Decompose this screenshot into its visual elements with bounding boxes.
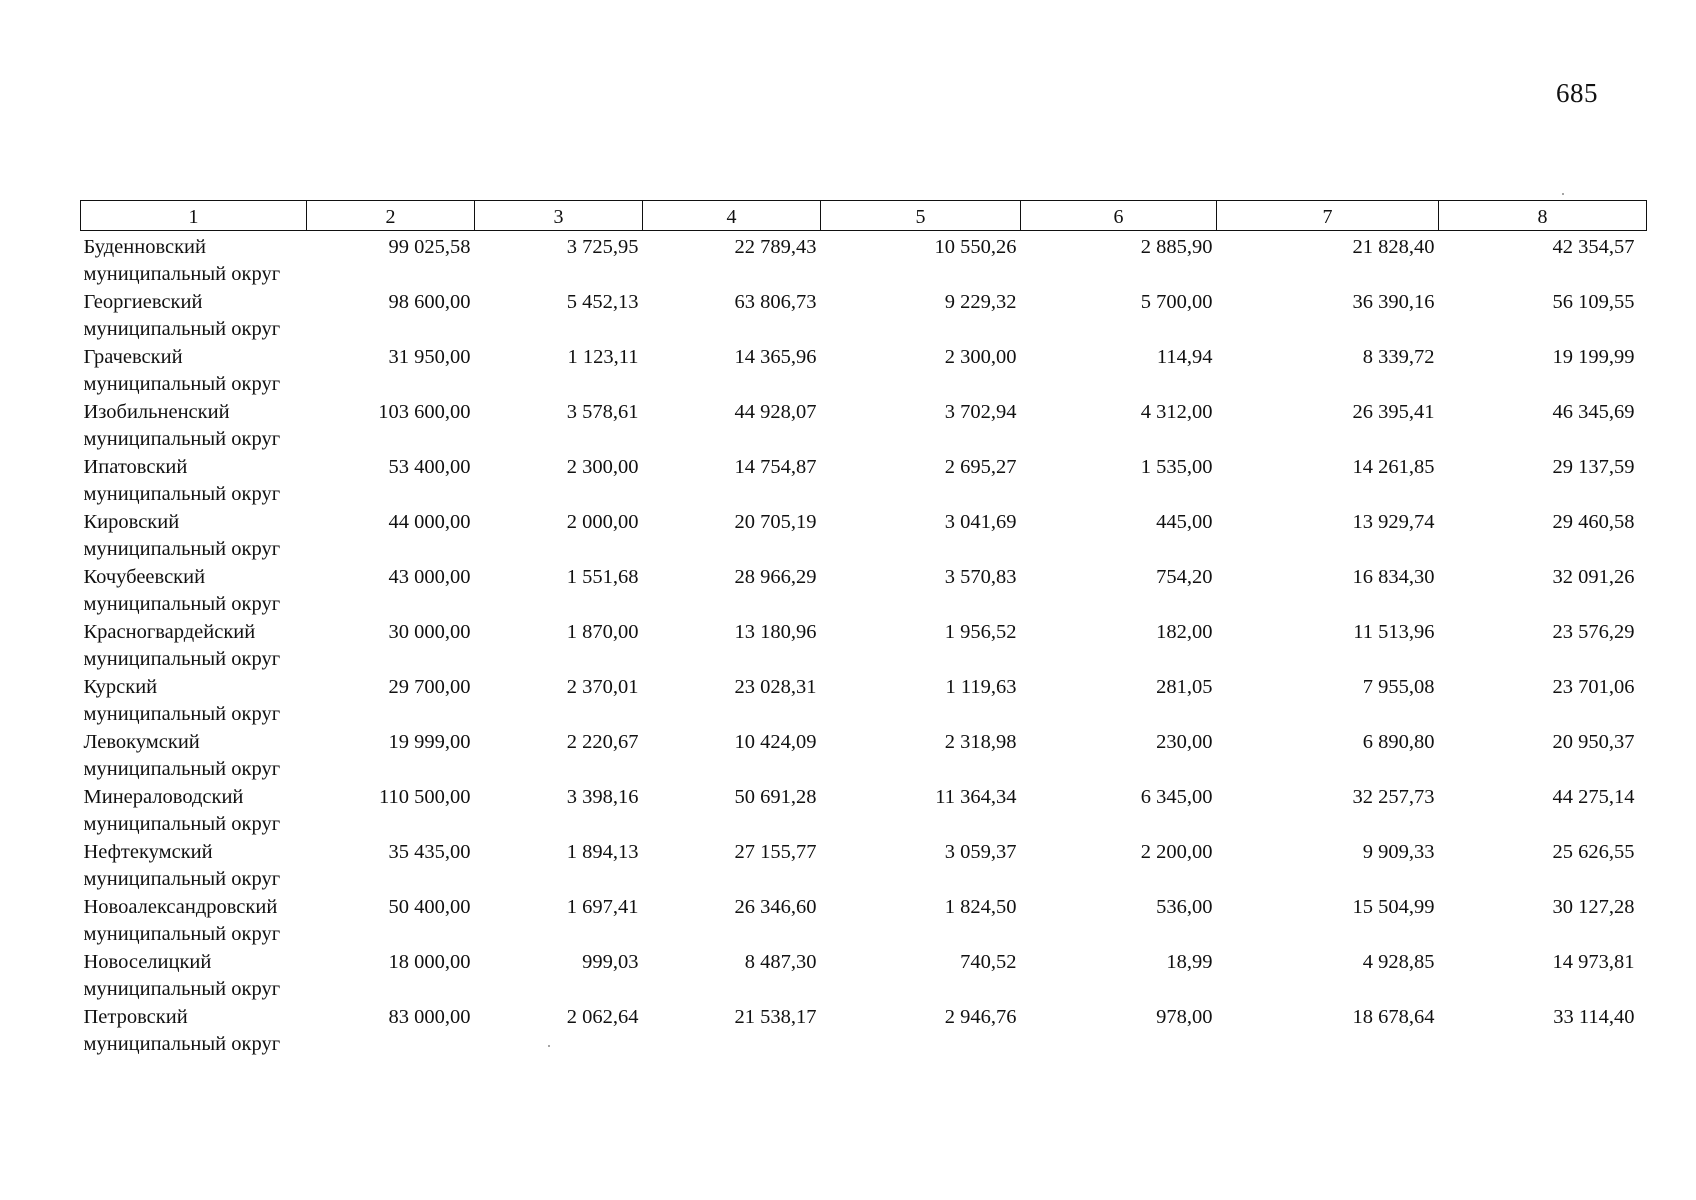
district-name-cell <box>81 344 307 399</box>
value-cell-col-3: 1 870,00 <box>566 621 639 643</box>
value-cell-col-3: 2 220,67 <box>566 731 639 753</box>
value-cell-col-5: 2 300,00 <box>944 346 1017 368</box>
district-name-cell <box>81 564 307 619</box>
value-cell-col-6: 1 535,00 <box>1140 456 1213 478</box>
value-cell-col-6: 18,99 <box>1166 951 1213 973</box>
value-cell-col-2: 19 999,00 <box>388 731 471 753</box>
column-header-7: 7 <box>1217 201 1439 231</box>
value-cell-col-4: 22 789,43 <box>734 236 817 258</box>
value-cell-col-5: 1 956,52 <box>944 621 1017 643</box>
value-cell-col-2: 83 000,00 <box>388 1006 471 1028</box>
value-cell-col-3: 2 062,64 <box>566 1006 639 1028</box>
district-type: муниципальный округ <box>83 318 281 340</box>
value-cell-col-8: 14 973,81 <box>1552 951 1635 973</box>
table-row <box>81 949 1647 1004</box>
district-name: Нефтекумский <box>83 841 213 863</box>
value-cell-col-6: 2 200,00 <box>1140 841 1213 863</box>
value-cell-col-3: 2 370,01 <box>566 676 639 698</box>
table-row <box>81 231 1647 290</box>
value-cell-col-8: 29 460,58 <box>1552 511 1635 533</box>
value-cell-col-2: 98 600,00 <box>388 291 471 313</box>
column-header-6: 6 <box>1021 201 1217 231</box>
value-cell-col-5: 2 318,98 <box>944 731 1017 753</box>
value-cell-col-6: 6 345,00 <box>1140 786 1213 808</box>
value-cell-col-5: 3 059,37 <box>944 841 1017 863</box>
value-cell-col-2: 99 025,58 <box>388 236 471 258</box>
value-cell-col-6: 5 700,00 <box>1140 291 1213 313</box>
value-cell-col-4: 21 538,17 <box>734 1006 817 1028</box>
value-cell-col-8: 23 576,29 <box>1552 621 1635 643</box>
value-cell-col-6: 536,00 <box>1156 896 1213 918</box>
value-cell-col-6: 4 312,00 <box>1140 401 1213 423</box>
value-cell-col-8: 19 199,99 <box>1552 346 1635 368</box>
table-row <box>81 1004 1647 1059</box>
value-cell-col-2: 30 000,00 <box>388 621 471 643</box>
value-cell-col-4: 20 705,19 <box>734 511 817 533</box>
table-row <box>81 674 1647 729</box>
district-name-cell <box>81 1004 307 1059</box>
table-row <box>81 784 1647 839</box>
value-cell-col-8: 46 345,69 <box>1552 401 1635 423</box>
value-cell-col-8: 30 127,28 <box>1552 896 1635 918</box>
district-name: Минераловодский <box>83 786 244 808</box>
value-cell-col-7: 13 929,74 <box>1352 511 1435 533</box>
value-cell-col-4: 44 928,07 <box>734 401 817 423</box>
value-cell-col-6: 281,05 <box>1156 676 1213 698</box>
value-cell-col-5: 2 946,76 <box>944 1006 1017 1028</box>
district-name-cell <box>81 399 307 454</box>
value-cell-col-2: 43 000,00 <box>388 566 471 588</box>
value-cell-col-2: 53 400,00 <box>388 456 471 478</box>
value-cell-col-4: 14 365,96 <box>734 346 817 368</box>
value-cell-col-4: 14 754,87 <box>734 456 817 478</box>
district-type: муниципальный округ <box>83 483 281 505</box>
value-cell-col-8: 32 091,26 <box>1552 566 1635 588</box>
value-cell-col-4: 50 691,28 <box>734 786 817 808</box>
value-cell-col-6: 230,00 <box>1156 731 1213 753</box>
value-cell-col-7: 14 261,85 <box>1352 456 1435 478</box>
value-cell-col-3: 1 894,13 <box>566 841 639 863</box>
value-cell-col-5: 740,52 <box>960 951 1017 973</box>
value-cell-col-8: 23 701,06 <box>1552 676 1635 698</box>
column-header-8: 8 <box>1439 201 1647 231</box>
value-cell-col-8: 42 354,57 <box>1552 236 1635 258</box>
value-cell-col-7: 21 828,40 <box>1352 236 1435 258</box>
district-name-cell <box>81 729 307 784</box>
column-header-2: 2 <box>307 201 475 231</box>
value-cell-col-3: 3 578,61 <box>566 401 639 423</box>
value-cell-col-4: 10 424,09 <box>734 731 817 753</box>
header-row <box>81 201 1647 231</box>
column-header-5: 5 <box>821 201 1021 231</box>
district-type: муниципальный округ <box>83 1033 281 1055</box>
district-type: муниципальный округ <box>83 813 281 835</box>
district-name: Левокумский <box>83 731 200 753</box>
value-cell-col-7: 6 890,80 <box>1362 731 1435 753</box>
value-cell-col-7: 8 339,72 <box>1362 346 1435 368</box>
district-name-cell <box>81 509 307 564</box>
value-cell-col-7: 18 678,64 <box>1352 1006 1435 1028</box>
district-type: муниципальный округ <box>83 758 281 780</box>
value-cell-col-3: 1 123,11 <box>567 346 639 368</box>
table-row <box>81 344 1647 399</box>
value-cell-col-5: 3 570,83 <box>944 566 1017 588</box>
district-type: муниципальный округ <box>83 923 281 945</box>
table-row <box>81 839 1647 894</box>
value-cell-col-3: 2 300,00 <box>566 456 639 478</box>
table-row <box>81 454 1647 509</box>
value-cell-col-2: 18 000,00 <box>388 951 471 973</box>
value-cell-col-7: 7 955,08 <box>1362 676 1435 698</box>
district-name: Георгиевский <box>83 291 203 313</box>
value-cell-col-3: 2 000,00 <box>566 511 639 533</box>
column-header-1: 1 <box>81 201 307 231</box>
district-type: муниципальный округ <box>83 593 281 615</box>
value-cell-col-3: 999,03 <box>582 951 639 973</box>
table-row <box>81 509 1647 564</box>
value-cell-col-2: 44 000,00 <box>388 511 471 533</box>
district-name: Ипатовский <box>83 456 188 478</box>
value-cell-col-5: 1 824,50 <box>944 896 1017 918</box>
value-cell-col-6: 978,00 <box>1156 1006 1213 1028</box>
value-cell-col-8: 56 109,55 <box>1552 291 1635 313</box>
value-cell-col-7: 4 928,85 <box>1362 951 1435 973</box>
value-cell-col-5: 9 229,32 <box>944 291 1017 313</box>
value-cell-col-6: 445,00 <box>1156 511 1213 533</box>
value-cell-col-7: 32 257,73 <box>1352 786 1435 808</box>
district-type: муниципальный округ <box>83 648 281 670</box>
table-row <box>81 729 1647 784</box>
district-type: муниципальный округ <box>83 538 281 560</box>
district-type: муниципальный округ <box>83 978 281 1000</box>
district-name: Грачевский <box>83 346 183 368</box>
district-name-cell <box>81 894 307 949</box>
value-cell-col-6: 114,94 <box>1156 346 1213 368</box>
value-cell-col-4: 63 806,73 <box>734 291 817 313</box>
table-row <box>81 619 1647 674</box>
district-name-cell <box>81 784 307 839</box>
value-cell-col-8: 25 626,55 <box>1552 841 1635 863</box>
value-cell-col-4: 23 028,31 <box>734 676 817 698</box>
value-cell-col-8: 33 114,40 <box>1553 1006 1635 1028</box>
column-header-3: 3 <box>475 201 643 231</box>
column-header-4: 4 <box>643 201 821 231</box>
value-cell-col-8: 44 275,14 <box>1552 786 1635 808</box>
table-row <box>81 399 1647 454</box>
district-name-cell <box>81 839 307 894</box>
value-cell-col-3: 5 452,13 <box>566 291 639 313</box>
value-cell-col-4: 27 155,77 <box>734 841 817 863</box>
value-cell-col-6: 2 885,90 <box>1140 236 1213 258</box>
district-name-cell <box>81 454 307 509</box>
value-cell-col-8: 20 950,37 <box>1552 731 1635 753</box>
district-name-cell <box>81 949 307 1004</box>
value-cell-col-2: 103 600,00 <box>378 401 471 423</box>
district-type: муниципальный округ <box>83 703 281 725</box>
district-name: Буденновский <box>83 236 206 258</box>
municipal-budget-table <box>80 200 1647 1059</box>
value-cell-col-7: 26 395,41 <box>1352 401 1435 423</box>
district-name: Кировский <box>83 511 180 533</box>
district-type: муниципальный округ <box>83 373 281 395</box>
value-cell-col-7: 9 909,33 <box>1362 841 1435 863</box>
value-cell-col-4: 26 346,60 <box>734 896 817 918</box>
value-cell-col-5: 3 041,69 <box>944 511 1017 533</box>
table-header <box>81 201 1647 231</box>
value-cell-col-6: 754,20 <box>1156 566 1213 588</box>
district-name-cell <box>81 619 307 674</box>
value-cell-col-3: 3 398,16 <box>566 786 639 808</box>
district-name: Изобильненский <box>83 401 230 423</box>
table-row <box>81 564 1647 619</box>
district-name: Курский <box>83 676 158 698</box>
value-cell-col-3: 1 551,68 <box>566 566 639 588</box>
value-cell-col-7: 16 834,30 <box>1352 566 1435 588</box>
value-cell-col-5: 11 364,34 <box>935 786 1017 808</box>
district-name: Красногвардейский <box>83 621 256 643</box>
district-name-cell <box>81 289 307 344</box>
table-row <box>81 289 1647 344</box>
district-name-cell <box>81 231 307 290</box>
value-cell-col-8: 29 137,59 <box>1552 456 1635 478</box>
district-type: муниципальный округ <box>83 868 281 890</box>
district-type: муниципальный округ <box>83 428 281 450</box>
value-cell-col-7: 36 390,16 <box>1352 291 1435 313</box>
value-cell-col-5: 2 695,27 <box>944 456 1017 478</box>
scan-speck <box>1562 193 1564 195</box>
district-name-cell <box>81 674 307 729</box>
district-name: Петровский <box>83 1006 188 1028</box>
value-cell-col-5: 1 119,63 <box>945 676 1017 698</box>
value-cell-col-5: 10 550,26 <box>934 236 1017 258</box>
value-cell-col-7: 11 513,96 <box>1353 621 1435 643</box>
value-cell-col-6: 182,00 <box>1156 621 1213 643</box>
value-cell-col-2: 35 435,00 <box>388 841 471 863</box>
value-cell-col-5: 3 702,94 <box>944 401 1017 423</box>
value-cell-col-2: 50 400,00 <box>388 896 471 918</box>
district-name: Кочубеевский <box>83 566 206 588</box>
district-name: Новоалександровский <box>83 896 278 918</box>
district-type: муниципальный округ <box>83 263 281 285</box>
value-cell-col-7: 15 504,99 <box>1352 896 1435 918</box>
value-cell-col-3: 1 697,41 <box>566 896 639 918</box>
table-row <box>81 894 1647 949</box>
value-cell-col-2: 110 500,00 <box>379 786 471 808</box>
value-cell-col-4: 8 487,30 <box>744 951 817 973</box>
value-cell-col-3: 3 725,95 <box>566 236 639 258</box>
page-number: 685 <box>1556 78 1598 108</box>
table-body <box>81 231 1647 1060</box>
value-cell-col-4: 13 180,96 <box>734 621 817 643</box>
value-cell-col-4: 28 966,29 <box>734 566 817 588</box>
district-name: Новоселицкий <box>83 951 212 973</box>
value-cell-col-2: 31 950,00 <box>388 346 471 368</box>
value-cell-col-2: 29 700,00 <box>388 676 471 698</box>
